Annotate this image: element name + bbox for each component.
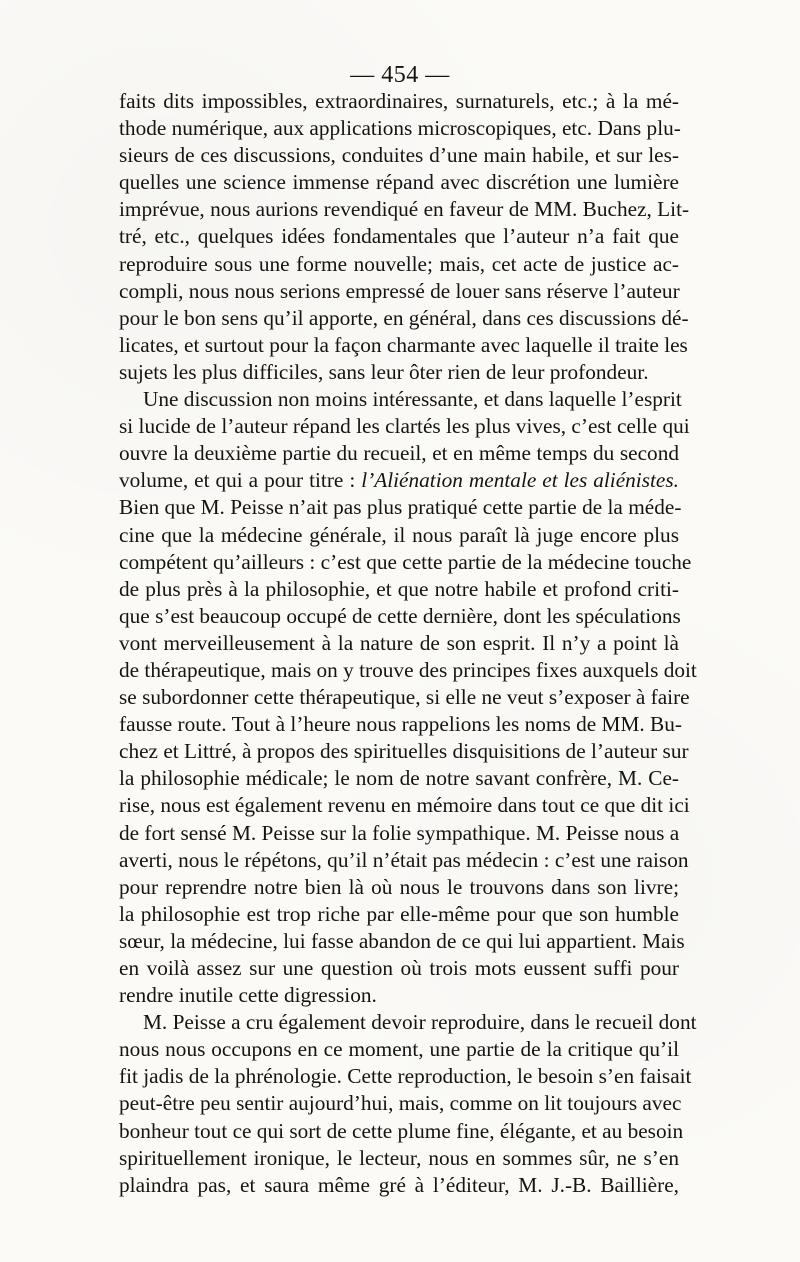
text-line-content: de plus près à la philosophie, et que notre habile et profond criti- (119, 576, 679, 601)
text-line-content: de fort sensé M. Peisse sur la folie sympathique. M. Peisse nous a (119, 820, 680, 845)
text-line (119, 630, 679, 657)
text-line-content: compli, nous nous serions empressé de louer sans réserve l’auteur (119, 278, 680, 303)
body-text (119, 88, 697, 1199)
text-line-content: imprévue, nous aurions revendiqué en faveur de MM. Buchez, Lit- (119, 197, 690, 222)
text-line-content: faits dits impossibles, extraordinaires, surnaturels, etc.; à la mé- (119, 89, 679, 113)
text-line-content: vont merveilleusement à la nature de son esprit. Il n’y a point là (119, 630, 679, 655)
text-line-content: chez et Littré, à propos des spirituelles disquisitions de l’auteur sur (119, 739, 689, 764)
text-line (119, 115, 679, 142)
text-line-content: quelles une science immense répand avec discrétion une lumière (119, 170, 679, 195)
text-line-content: peut-être peu sentir aujourd’hui, mais, comme on lit toujours avec (119, 1091, 682, 1116)
text-line-content: la philosophie est trop riche par elle-même pour que son humble (119, 901, 679, 926)
page-number: — 454 — (350, 62, 450, 88)
text-line (119, 603, 679, 630)
text-line-content: que s’est beaucoup occupé de cette dernière, dont les spéculations (119, 603, 681, 628)
text-line-content: rendre inutile cette digression. (119, 983, 377, 1008)
text-line-content: sujets les plus difficiles, sans leur ôter rien de leur profondeur. (119, 359, 649, 384)
text-line-content: sœur, la médecine, lui fasse abandon de ce qui lui appartient. Mais (119, 928, 685, 953)
text-line (119, 196, 690, 223)
text-line-content: reproduire sous une forme nouvelle; mais, cet acte de justice ac- (119, 251, 679, 276)
text-line (119, 522, 679, 549)
text-line (119, 901, 679, 928)
text-line (119, 1009, 697, 1036)
text-line (119, 1090, 682, 1117)
text-line-content: averti, nous le répétons, qu’il n’était pas médecin : c’est une raison (119, 847, 689, 872)
text-line-content: nous nous occupons en ce moment, une partie de la critique qu’il (119, 1037, 679, 1062)
text-line-content: la philosophie médicale; le nom de notre savant confrère, M. Ce- (119, 766, 679, 791)
text-line-content: Bien que M. Peisse n’ait pas plus pratiqué cette partie de la méde- (119, 495, 682, 520)
text-line (119, 88, 679, 115)
text-line (119, 1063, 692, 1090)
text-line (119, 169, 679, 196)
text-line (119, 982, 679, 1009)
text-line-content: M. Peisse a cru également devoir reproduire, dans le recueil dont (143, 1010, 697, 1035)
text-line (119, 928, 685, 955)
text-line-content: spirituellement ironique, le lecteur, nous en sommes sûr, ne s’en (119, 1145, 679, 1170)
text-line-content: fausse route. Tout à l’heure nous rappelions les noms de MM. Bu- (119, 712, 682, 737)
text-line-content: tré, etc., quelques idées fondamentales que l’auteur n’a fait que (119, 224, 679, 249)
text-line (119, 278, 679, 305)
text-line (119, 1172, 679, 1199)
text-line-content: sieurs de ces discussions, conduites d’une main habile, et sur les- (119, 143, 679, 168)
text-line-content: rise, nous est également revenu en mémoire dans tout ce que dit ici (119, 793, 690, 818)
text-line-content: cine que la médecine générale, il nous paraît là juge encore plus (119, 522, 679, 547)
text-line-content: volume, et qui a pour titre : (119, 468, 356, 493)
text-line (119, 440, 679, 467)
text-line (119, 413, 690, 440)
text-line (119, 305, 689, 332)
text-line (119, 1118, 684, 1145)
text-line-content: ouvre la deuxième partie du recueil, et en même temps du second (119, 441, 679, 466)
text-line-content: fit jadis de la phrénologie. Cette reproduction, le besoin s’en faisait (119, 1064, 692, 1089)
text-line (119, 874, 679, 901)
text-line (119, 359, 679, 386)
text-line (119, 467, 679, 494)
text-line-content: plaindra pas, et saura même gré à l’éditeur, M. J.-B. Baillière, (119, 1172, 679, 1197)
text-line-content: bonheur tout ce qui sort de cette plume fine, élégante, et au besoin (119, 1118, 684, 1143)
text-line (119, 1036, 679, 1063)
text-line-content: se subordonner cette thérapeutique, si elle ne veut s’exposer à faire (119, 685, 690, 710)
text-line (119, 820, 679, 847)
text-line (119, 684, 690, 711)
text-line (119, 576, 679, 603)
text-line-content: en voilà assez sur une question où trois mots eussent suffi pour (119, 956, 679, 980)
italic-title: l’Aliénation mentale et les aliénistes. (355, 468, 679, 493)
text-line-content: thode numérique, aux applications microscopiques, etc. Dans plu- (119, 116, 681, 141)
text-line (119, 792, 690, 819)
text-line (119, 251, 679, 278)
text-line (119, 386, 682, 413)
text-line (119, 657, 697, 684)
text-line (119, 549, 692, 576)
text-line (119, 1145, 679, 1172)
text-line (119, 711, 682, 738)
text-line (119, 847, 689, 874)
text-line-content: Une discussion non moins intéressante, et dans laquelle l’esprit (143, 387, 682, 412)
text-line (119, 494, 682, 521)
text-line (119, 332, 688, 359)
text-line-content: pour le bon sens qu’il apporte, en général, dans ces discussions dé- (119, 305, 689, 330)
text-line-content: pour reprendre notre bien là où nous le trouvons dans son livre; (119, 874, 679, 899)
text-line-content: compétent qu’ailleurs : c’est que cette partie de la médecine touche (119, 549, 692, 574)
text-line (119, 223, 679, 250)
text-line-content: licates, et surtout pour la façon charmante avec laquelle il traite les (119, 332, 688, 357)
text-line (119, 738, 689, 765)
text-line-content: si lucide de l’auteur répand les clartés les plus vives, c’est celle qui (119, 414, 690, 439)
text-line (119, 765, 679, 792)
text-line-content: de thérapeutique, mais on y trouve des principes fixes auxquels doit (119, 657, 697, 682)
text-line (119, 142, 679, 169)
text-line (119, 955, 679, 982)
